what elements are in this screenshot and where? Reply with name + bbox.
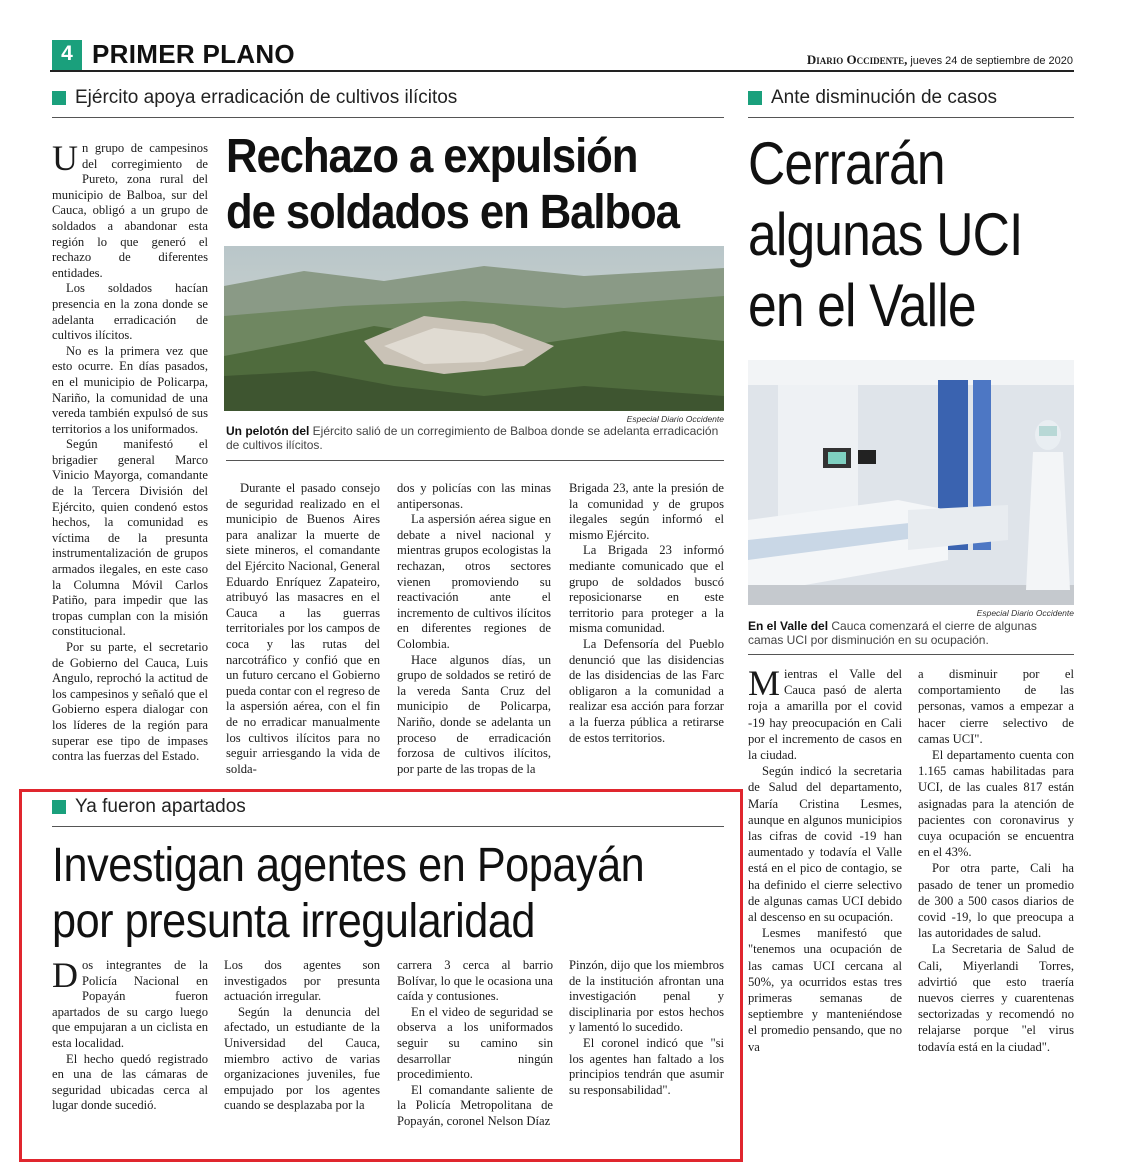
uci-column-2 [918, 666, 1074, 1055]
kicker-square-icon [52, 91, 66, 105]
kicker-popayan: Ya fueron apartados [52, 796, 246, 818]
headline-balboa-line1: Rechazo a expulsión [226, 130, 638, 183]
uci-col1-para-2: Lesmes manifestó que "tenemos una ocupación de las camas UCI cercana al 50%, ya ocurridos estas tres primeras semanas de septiembre y manteniéndose el promedio pensando, que no va [748, 926, 902, 1054]
photo-credit-uci: Especial Diario Occidente [976, 608, 1074, 618]
caption-balboa-text: Ejército salió de un corregimiento de Balboa donde se adelanta erradicación de cultivos ilícitos. [226, 424, 719, 452]
headline-balboa-line2: de soldados en Balboa [226, 186, 679, 239]
popayan-column-3 [397, 958, 553, 1130]
headline-uci [748, 128, 1032, 341]
hospital-ward-photo-icon [748, 360, 1074, 605]
issue-date: jueves 24 de septiembre de 2020 [910, 55, 1073, 67]
section-title: PRIMER PLANO [92, 39, 295, 69]
kicker-square-icon [52, 800, 66, 814]
kicker-square-icon [748, 91, 762, 105]
balboa-col4-para-1: La Brigada 23 informó mediante comunicado que el grupo de soldados buscó reposicionarse en este territorio para proteger a la misma comunidad. [569, 543, 724, 636]
uci-col2-para-3: La Secretaria de Salud de Cali, Miyerlandi Torres, advirtió que esto traería nuevos cierres y cuarentenas sectorizadas y recomendó no relajarse porque "el virus todavía está en la ciudad". [918, 942, 1074, 1054]
caption-uci [748, 619, 1074, 647]
balboa-col1-para-0: n grupo de campesinos del corregimiento de Pureto, zona rural del municipio de Balboa, sur del Cauca, obligó a un grupo de soldados a abandonar esta región lo que generó el rechazo de diferentes entidades. [52, 141, 208, 280]
uci-col2-para-1: El departamento cuenta con 1.165 camas habilitadas para UCI, de las cuales 817 están asignadas para la atención de pacientes con coronavirus y cuya ocupación se encuentra en el 43%. [918, 748, 1074, 860]
popayan-col4-para-1: El coronel indicó que "si los agentes han faltado a los principios tendrán que asumir su responsabilidad". [569, 1035, 724, 1097]
balboa-col3-para-1: La aspersión aérea sigue en debate a nivel nacional y mientras grupos ecologistas la rechazan, otros sectores vienen promoviendo su reactivación ante el incremento de cultivos ilícitos en diferentes regiones de Colombia. [397, 512, 551, 651]
uci-col2-para-2: Por otra parte, Cali ha pasado de tener un promedio de 300 a 500 casos diarios de covid -19, lo que preocupa a las autoridades de salud. [918, 861, 1074, 941]
kicker-rule-popayan [52, 826, 724, 827]
balboa-column-4 [569, 481, 724, 746]
caption-uci-text: Cauca comenzará el cierre de algunas camas UCI por disminución en su ocupación. [748, 619, 1037, 647]
popayan-column-1 [52, 955, 208, 1114]
masthead-date-line [807, 52, 1073, 68]
popayan-col3-para-1: En el video de seguridad se observa a los uniformados seguir su camino sin desarrollar ningún procedimiento. [397, 1004, 553, 1082]
popayan-col2-para-1: Según la denuncia del afectado, un estudiante de la Universidad del Cauca, miembro activo de varias organizaciones juveniles, fue empujado por los agentes cuando se desplazaba por la [224, 1004, 380, 1113]
caption-uci-lead: En el Valle del [748, 619, 829, 633]
headline-popayan [52, 838, 673, 950]
caption-balboa [226, 424, 726, 452]
photo-credit-balboa: Especial Diario Occidente [626, 414, 724, 424]
popayan-column-2 [224, 958, 380, 1114]
headline-popayan-line2: por presunta irregularidad [52, 895, 535, 948]
headline-popayan-line1: Investigan agentes en Popayán [52, 839, 645, 892]
drop-cap-popayan: D [52, 955, 78, 995]
uci-col1-para-0: ientras el Valle del Cauca pasó de alerta roja a amarilla por el covid -19 hay preocupación en Cali por el incremento de casos en la ciudad. [748, 667, 902, 763]
balboa-column-3 [397, 481, 551, 777]
drop-cap-balboa: U [52, 138, 78, 178]
headline-uci-line1: Cerrarán [748, 130, 945, 197]
headline-uci-line3: en el Valle [748, 272, 976, 339]
popayan-col2-para-0: Los dos agentes son investigados por presunta actuación irregular. [224, 958, 380, 1004]
balboa-col1-para-3: Según manifestó el brigadier general Marco Vinicio Mayorga, comandante de la Tercera División del Ejército, quien condenó estos hechos, la comunidad es víctima de la presunta instrumentalización de grupos armados ilegales, en este caso la Columna Móvil Carlos Patiño, para impedir que las tropas cumplan con la misión constitucional. [52, 437, 208, 639]
uci-col1-para-1: Según indicó la secretaria de Salud del departamento, María Cristina Lesmes, aunque en algunos municipios las cifras de covid -19 han aumentado y todavía el Valle está en el pico de contagio, se ha definido el cierre selectivo de algunas camas UCI debido al descenso en su ocupación. [748, 764, 902, 925]
balboa-col4-para-2: La Defensoría del Pueblo denunció que las disidencias de las disidencias de las Farc obligaron a la comunidad a realizar esa acción para forzar a la fuerza pública a retirarse de estos territorios. [569, 636, 724, 745]
balboa-col2-para-0: Durante el pasado consejo de seguridad realizado en el municipio de Buenos Aires para analizar la muerte de siete mineros, el comandante del Ejército Nacional, General Eduardo Enríquez Zapateiro, atribuyó las masacres en el Cauca a las guerras territoriales por los campos de coca y las rutas del narcotráfico y confió que en un futuro cercano el Gobierno pueda contar con el regreso de la aspersión aérea, con el fin de no erradicar manualmente los cultivos ilícitos para no seguir arriesgando la vida de solda- [226, 481, 380, 776]
kicker-uci: Ante disminución de casos [748, 87, 997, 109]
uci-col2-para-0: a disminuir por el comportamiento de las personas, vamos a empezar a hacer cierre selectivo de camas UCI". [918, 667, 1074, 746]
paper-name: Diario Occidente, [806, 52, 908, 67]
caption-rule-uci [748, 654, 1074, 655]
popayan-col1-para-1: El hecho quedó registrado en una de las cámaras de seguridad ubicadas cerca al lugar donde sucedió. [52, 1051, 208, 1113]
balboa-col1-para-1: Los soldados hacían presencia en la zona donde se adelanta erradicación de cultivos ilícitos. [52, 281, 208, 343]
balboa-column-2 [226, 481, 380, 777]
popayan-col1-para-0: os integrantes de la Policía Nacional en Popayán fueron apartados de su cargo luego que empujaran a un ciclista en esta localidad. [52, 958, 208, 1050]
balboa-column-1 [52, 138, 208, 765]
popayan-column-4 [569, 958, 724, 1098]
drop-cap-uci: M [748, 663, 781, 703]
kicker-rule-uci [748, 117, 1074, 118]
balboa-col3-para-2: Hace algunos días, un grupo de soldados se retiró de la vereda Santa Cruz del municipio de Policarpa, Nariño, donde se adelanta un proceso de erradicación forzosa de cultivos ilícitos, por parte de las tropas de la [397, 652, 551, 776]
kicker-balboa: Ejército apoya erradicación de cultivos ilícitos [52, 87, 457, 109]
popayan-col3-para-2: El comandante saliente de la Policía Metropolitana de Popayán, coronel Nelson Díaz [397, 1082, 553, 1128]
popayan-col3-para-0: carrera 3 cerca al barrio Bolívar, lo que le ocasiona una caída y contusiones. [397, 958, 553, 1004]
headline-balboa [226, 129, 686, 241]
masthead-rule [50, 70, 1074, 72]
balboa-col3-para-0: dos y policías con las minas antipersonas. [397, 481, 551, 511]
photo-uci [748, 360, 1074, 605]
kicker-rule-balboa [52, 117, 724, 118]
landscape-photo-icon [224, 246, 724, 411]
balboa-col1-para-2: No es la primera vez que esto ocurre. En días pasados, en el municipio de Policarpa, Nariño, la comunidad de una vereda también expulsó de sus territorios a los uniformados. [52, 343, 208, 436]
caption-rule-balboa [226, 460, 724, 461]
photo-balboa [224, 246, 724, 411]
page-number: 4 [61, 42, 73, 65]
caption-balboa-lead: Un pelotón del [226, 424, 310, 438]
uci-column-1 [748, 663, 902, 1055]
balboa-col4-para-0: Brigada 23, ante la presión de la comunidad y de grupos ilegales según informó el mismo Ejército. [569, 481, 724, 542]
headline-uci-line2: algunas UCI [748, 201, 1023, 268]
popayan-col4-para-0: Pinzón, dijo que los miembros de la institución afrontan una investigación penal y disciplinaria por estos hechos y lamentó lo sucedido. [569, 958, 724, 1035]
balboa-col1-para-4: Por su parte, el secretario de Gobierno del Cauca, Luis Angulo, reprochó la actitud de los campesinos y señaló que el Gobierno espera dialogar con los líderes de la región para superar ese tipo de impases contra las fuerzas del Estado. [52, 640, 208, 764]
